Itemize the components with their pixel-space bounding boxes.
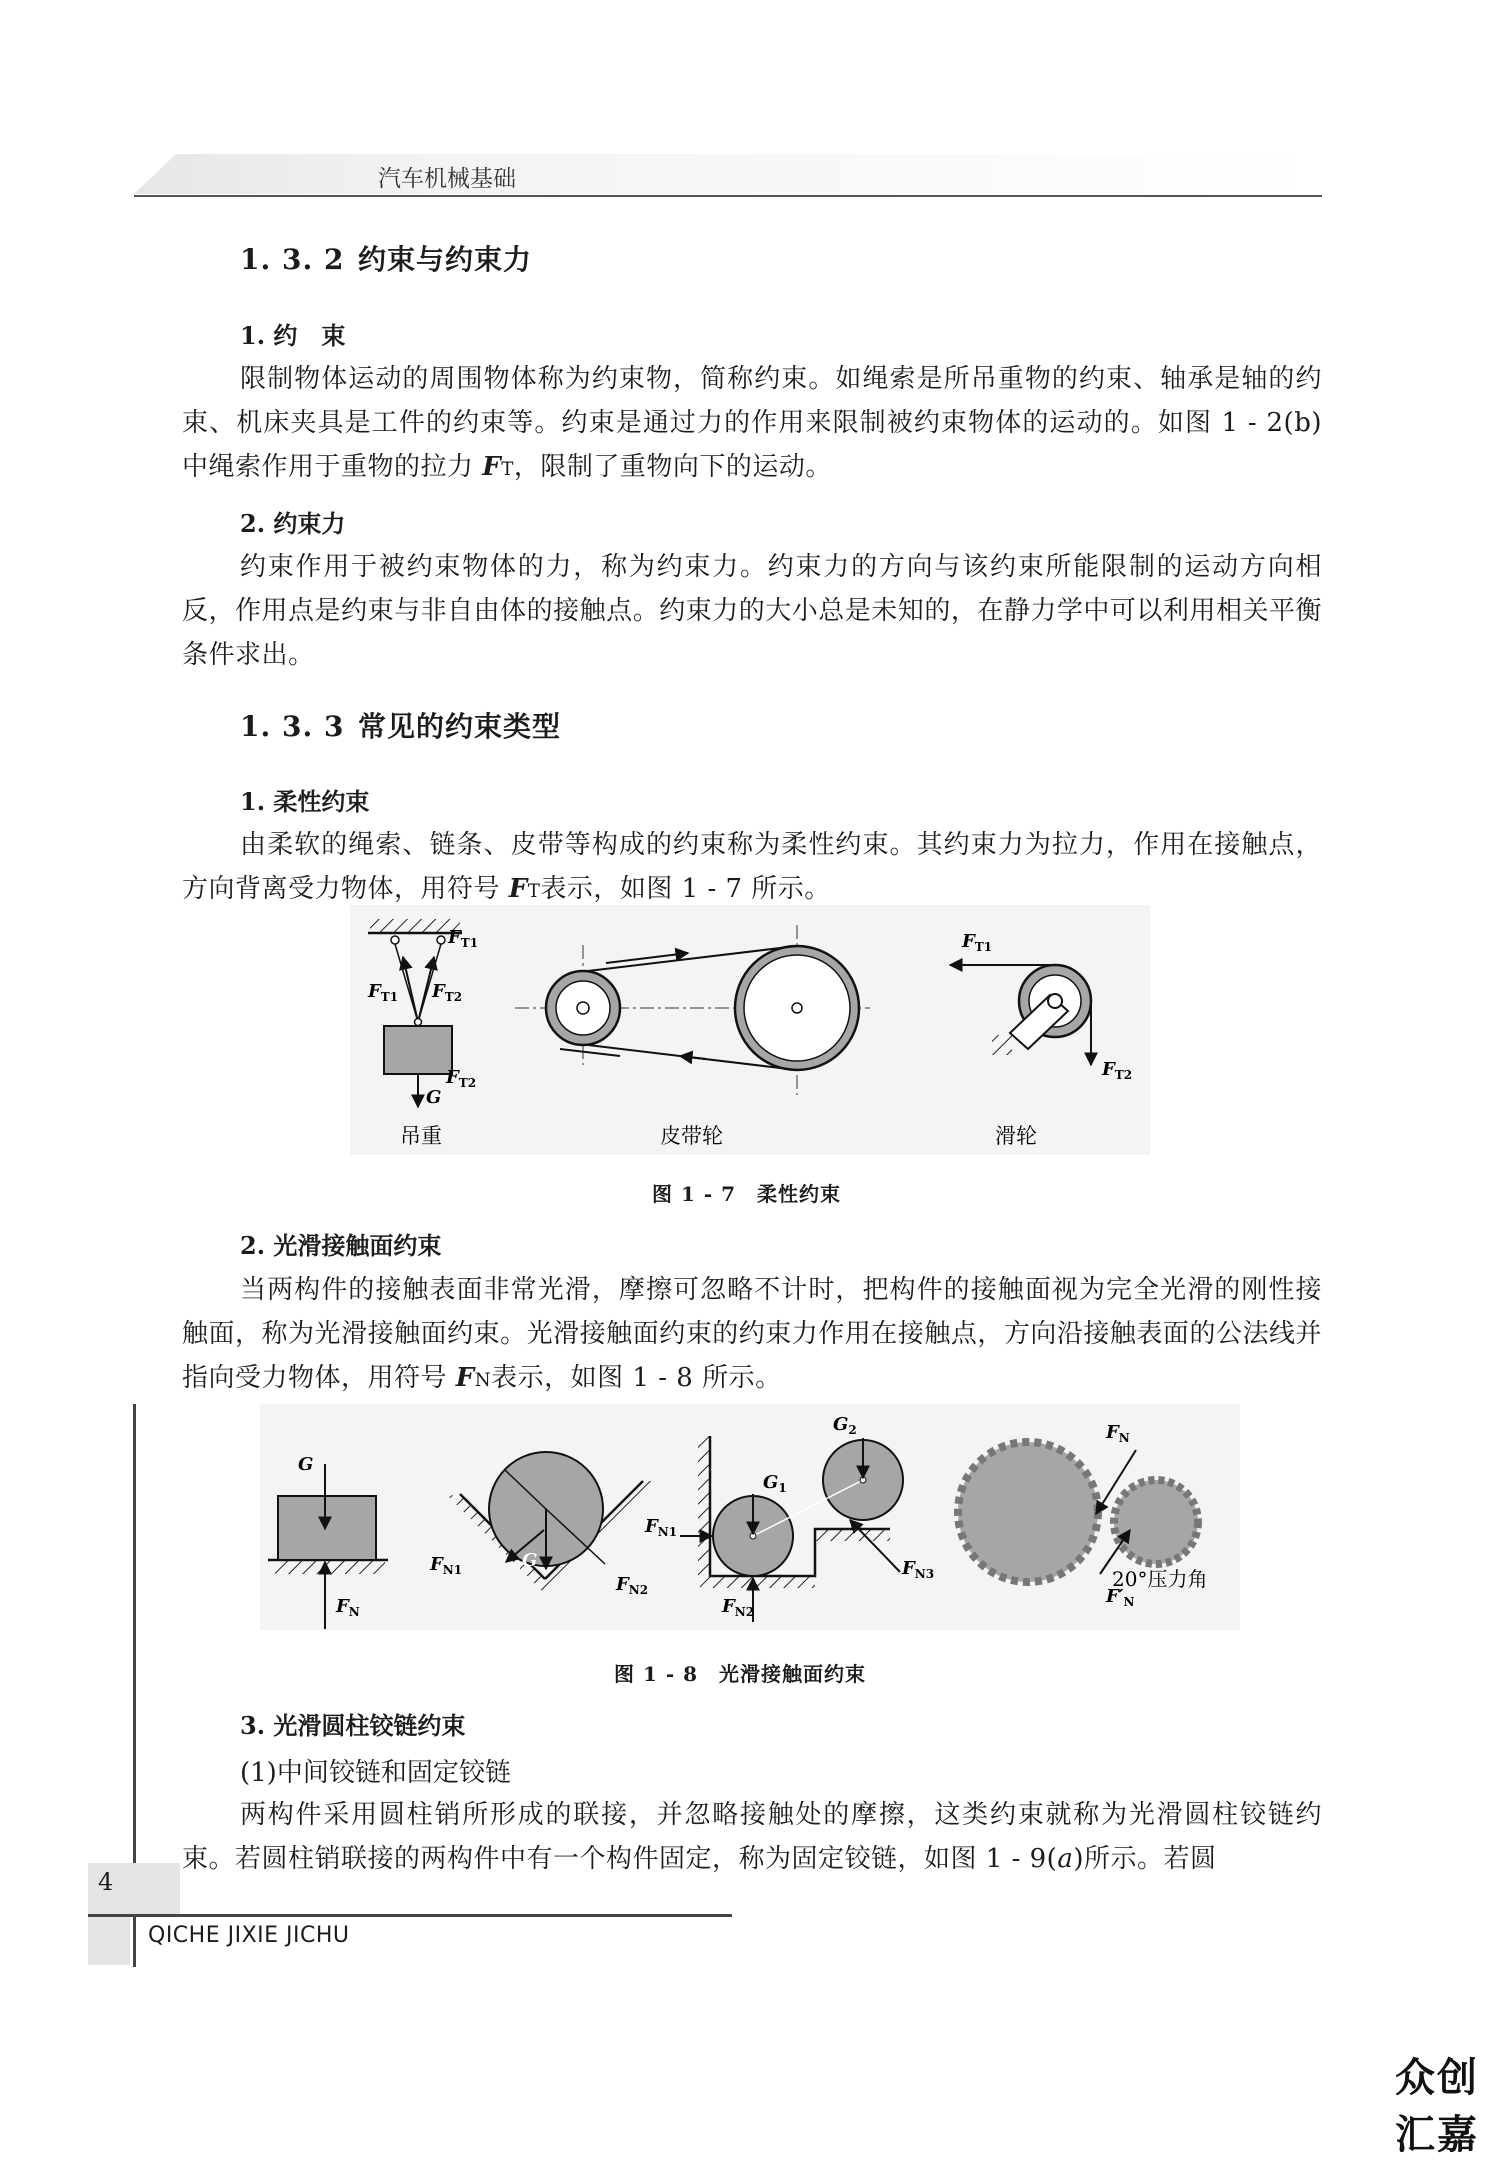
paragraph-hinge xyxy=(182,1793,1322,1881)
paragraph-constraint-force: 约束作用于被约束物体的力，称为约束力。约束力的方向与该约束所能限制的运动方向相反，作用点是约束与非自由体的接触点。约束力的大小总是未知的，在静力学中可以利用相关平衡条件求出。 xyxy=(182,552,1322,670)
para-text: 两构件采用圆柱销所形成的联接，并忽略接触处的摩擦，这类约束就称为光滑圆柱铰链约束。若圆柱销联接的两构件中有一个构件固定，称为固定铰链，如图 1 - 9( xyxy=(182,1800,1322,1874)
para-text: 由柔软的绳索、链条、皮带等构成的约束称为柔性约束。其约束力为拉力，作用在接触点，方向背离受力物体，用符号 xyxy=(182,830,1322,904)
symbol-sub: N xyxy=(474,1370,492,1391)
watermark: 众创汇嘉 xyxy=(1395,2055,1479,2158)
paragraph-smooth-contact xyxy=(182,1268,1322,1403)
section-heading-1-3-2 xyxy=(240,238,532,278)
para-text: 当两构件的接触表面非常光滑，摩擦可忽略不计时，把构件的接触面视为完全光滑的刚性接触面，称为光滑接触面约束。光滑接触面约束的约束力作用在接触点，方向沿接触表面的公法线并指向受力物体，用符号 xyxy=(182,1275,1322,1393)
symbol-sub: T xyxy=(527,881,541,902)
section-title: 约束与约束力 xyxy=(358,243,533,276)
figure-1-8-caption: 图 1 - 8 光滑接触面约束 xyxy=(614,1662,867,1686)
sub-subheading-hinge: (1)中间铰链和固定铰链 xyxy=(240,1758,511,1788)
label-fn: $F_N$ xyxy=(1106,1422,1130,1445)
label-fn2: $F_{N2}$ xyxy=(722,1596,755,1619)
symbol: F xyxy=(455,1363,475,1393)
para-text: ，限制了重物向下的运动。 xyxy=(513,452,832,482)
para-text: 表示，如图 1 - 7 所示。 xyxy=(540,874,831,904)
page-number-box-lower xyxy=(88,1916,130,1965)
section-heading-1-3-3 xyxy=(240,705,561,745)
caption-belt-pulley: 皮带轮 xyxy=(660,1124,723,1148)
header-rule xyxy=(134,195,1322,197)
para-text: 表示，如图 1 - 8 所示。 xyxy=(491,1363,782,1393)
caption-pulley: 滑轮 xyxy=(995,1124,1037,1148)
section-number: 1. 3. 3 xyxy=(240,710,345,743)
label-g: G xyxy=(522,1550,538,1571)
footer-rule xyxy=(88,1914,732,1917)
figure-1-7-caption: 图 1 - 7 柔性约束 xyxy=(652,1182,842,1206)
label-fn1: $F_{N1}$ xyxy=(430,1554,463,1577)
label-ft1: $F_{T1}$ xyxy=(962,931,993,954)
subheading-constraint: 1. 约 束 xyxy=(240,321,346,350)
section-title: 常见的约束类型 xyxy=(358,710,562,743)
footer-title: QICHE JIXIE JICHU xyxy=(148,1923,350,1948)
label-g1: $G_1$ xyxy=(763,1472,787,1495)
label-fn1: $F_{N1}$ xyxy=(645,1516,678,1539)
subheading-smooth-contact: 2. 光滑接触面约束 xyxy=(240,1231,442,1260)
label-fn3: $F_{N3}$ xyxy=(902,1558,935,1581)
section-number: 1. 3. 2 xyxy=(240,243,345,276)
subheading-constraint-force: 2. 约束力 xyxy=(240,509,346,538)
running-header-title: 汽车机械基础 xyxy=(378,166,516,192)
symbol: F xyxy=(482,452,502,482)
caption-hanging-weight: 吊重 xyxy=(400,1124,442,1148)
para-text: 限制物体运动的周围物体称为约束物，简称约束。如绳索是所吊重物的约束、轴承是轴的约束、机床夹具是工件的约束等。约束是通过力的作用来限制被约束物体的运动的。如图 1 - 2(b) 中绳索作用于重物的拉力 xyxy=(182,364,1322,482)
label-fn-prime: $F'_N$ xyxy=(1106,1586,1135,1609)
label-g: G xyxy=(426,1087,442,1108)
subheading-flexible: 1. 柔性约束 xyxy=(240,787,370,816)
label-ft1: $F_{T1}$ xyxy=(368,981,399,1004)
italic-text: a xyxy=(1057,1844,1074,1874)
symbol-sub: T xyxy=(501,459,514,480)
label-ft1: $F_{T1}$ xyxy=(448,927,479,950)
symbol: F xyxy=(508,874,528,904)
header-band xyxy=(134,154,1320,194)
label-g: G xyxy=(298,1454,314,1475)
label-ft2: $F_{T2}$ xyxy=(432,981,463,1004)
label-ft2: $F_{T2}$ xyxy=(1102,1059,1133,1082)
figure-1-7 xyxy=(350,905,1150,1155)
paragraph-constraint xyxy=(182,357,1322,492)
label-ft2: $F_{T2}$ xyxy=(446,1067,477,1090)
label-pressure-angle: 20°压力角 xyxy=(1112,1567,1208,1591)
label-fn: $F_N$ xyxy=(336,1596,360,1619)
page-number: 4 xyxy=(98,1868,114,1896)
para-text: )所示。若圆 xyxy=(1073,1844,1217,1874)
label-fn2: $F_{N2}$ xyxy=(616,1574,649,1597)
paragraph-flexible xyxy=(182,823,1322,914)
subheading-hinge: 3. 光滑圆柱铰链约束 xyxy=(240,1711,466,1740)
figure-1-8 xyxy=(260,1404,1240,1630)
label-g2: $G_2$ xyxy=(833,1414,857,1437)
